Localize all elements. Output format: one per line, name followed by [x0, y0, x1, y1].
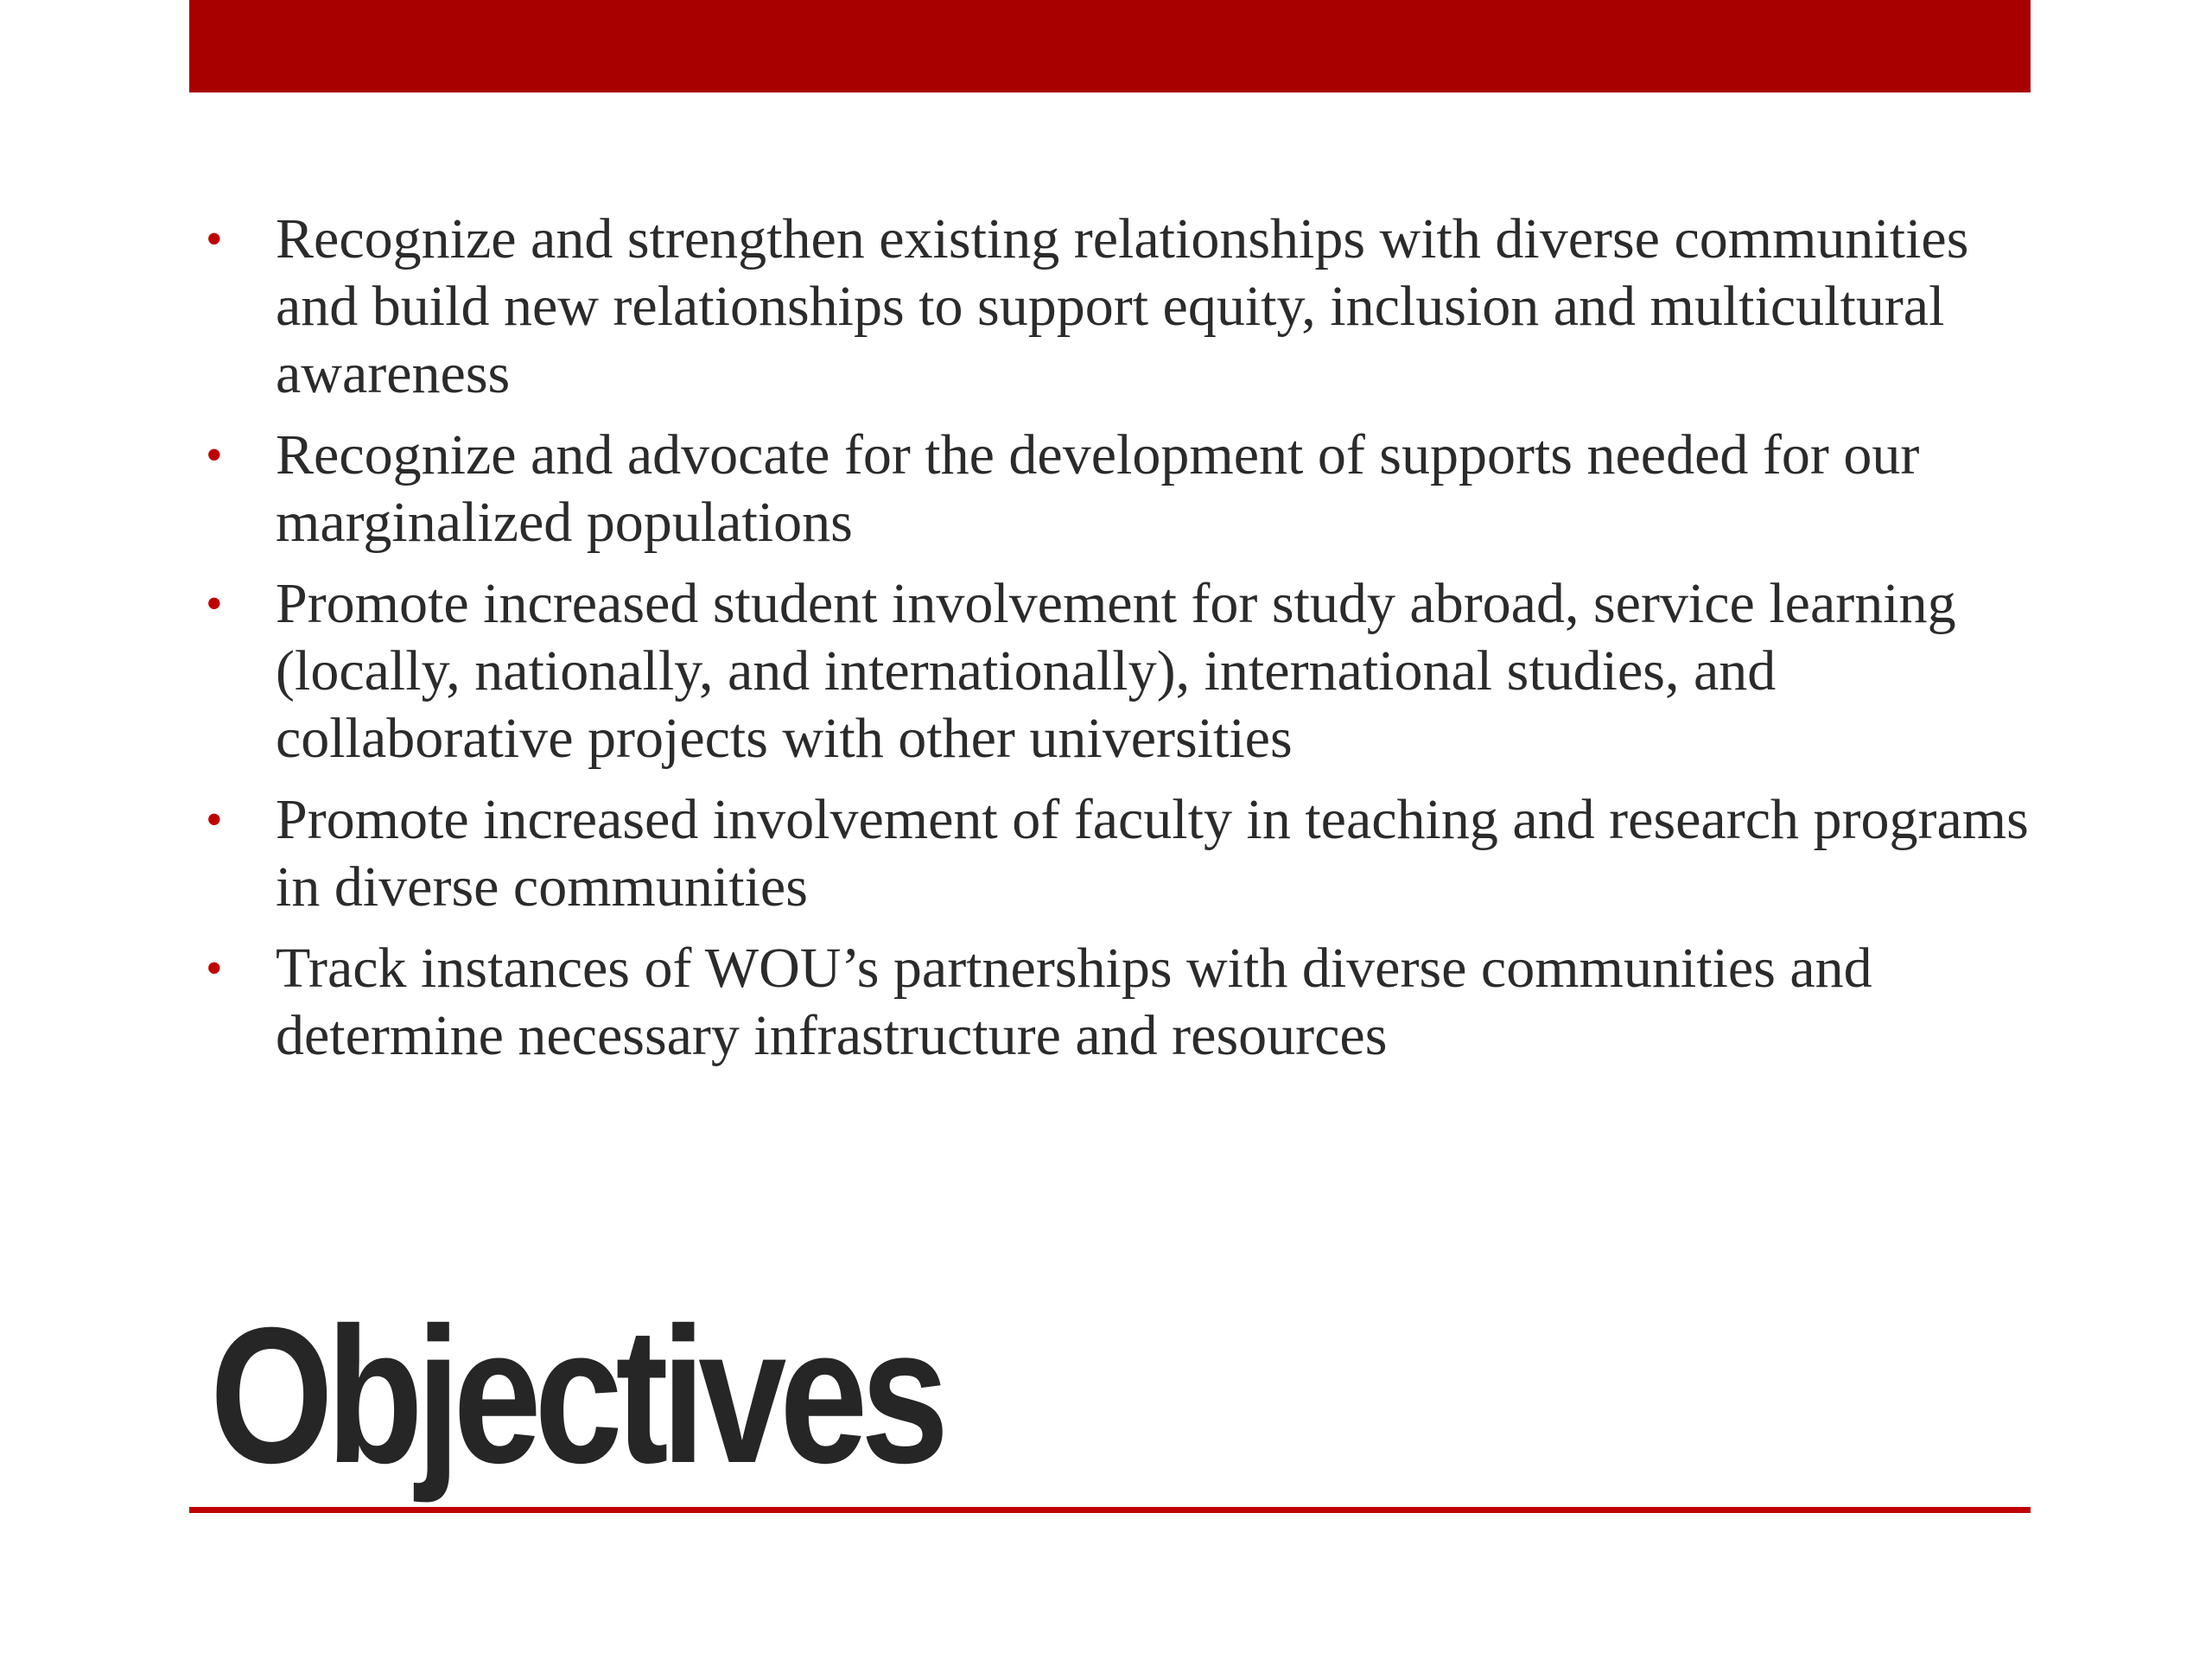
bullet-icon: • [206, 213, 223, 266]
list-item-text: Recognize and strengthen existing relationships with diverse communities and build new relationships to support equity, inclusion and multicultural awareness [276, 207, 1969, 405]
list-item [206, 935, 2031, 1070]
list-item-text: Promote increased student involvement for study abroad, service learning (locally, nationally, and internationally), international studies, and collaborative projects with other universities [276, 572, 1956, 770]
list-item-text: Promote increased involvement of faculty in teaching and research programs in diverse communities [276, 788, 2029, 918]
list-item [206, 206, 2031, 408]
bullet-icon: • [206, 942, 223, 995]
title-underline [189, 1507, 2031, 1513]
bullet-icon: • [206, 793, 223, 847]
slide-title: Objectives [210, 1287, 943, 1503]
top-accent-bar [189, 0, 2031, 92]
bullet-icon: • [206, 429, 223, 482]
objectives-list [206, 206, 2031, 1084]
list-item [206, 786, 2031, 921]
list-item [206, 422, 2031, 556]
list-item-text: Track instances of WOU’s partnerships with diverse communities and determine necessary infrastructure and resources [276, 937, 1872, 1067]
bullet-icon: • [206, 577, 223, 631]
list-item-text: Recognize and advocate for the development of supports needed for our marginalized populations [276, 423, 1920, 554]
list-item [206, 570, 2031, 772]
